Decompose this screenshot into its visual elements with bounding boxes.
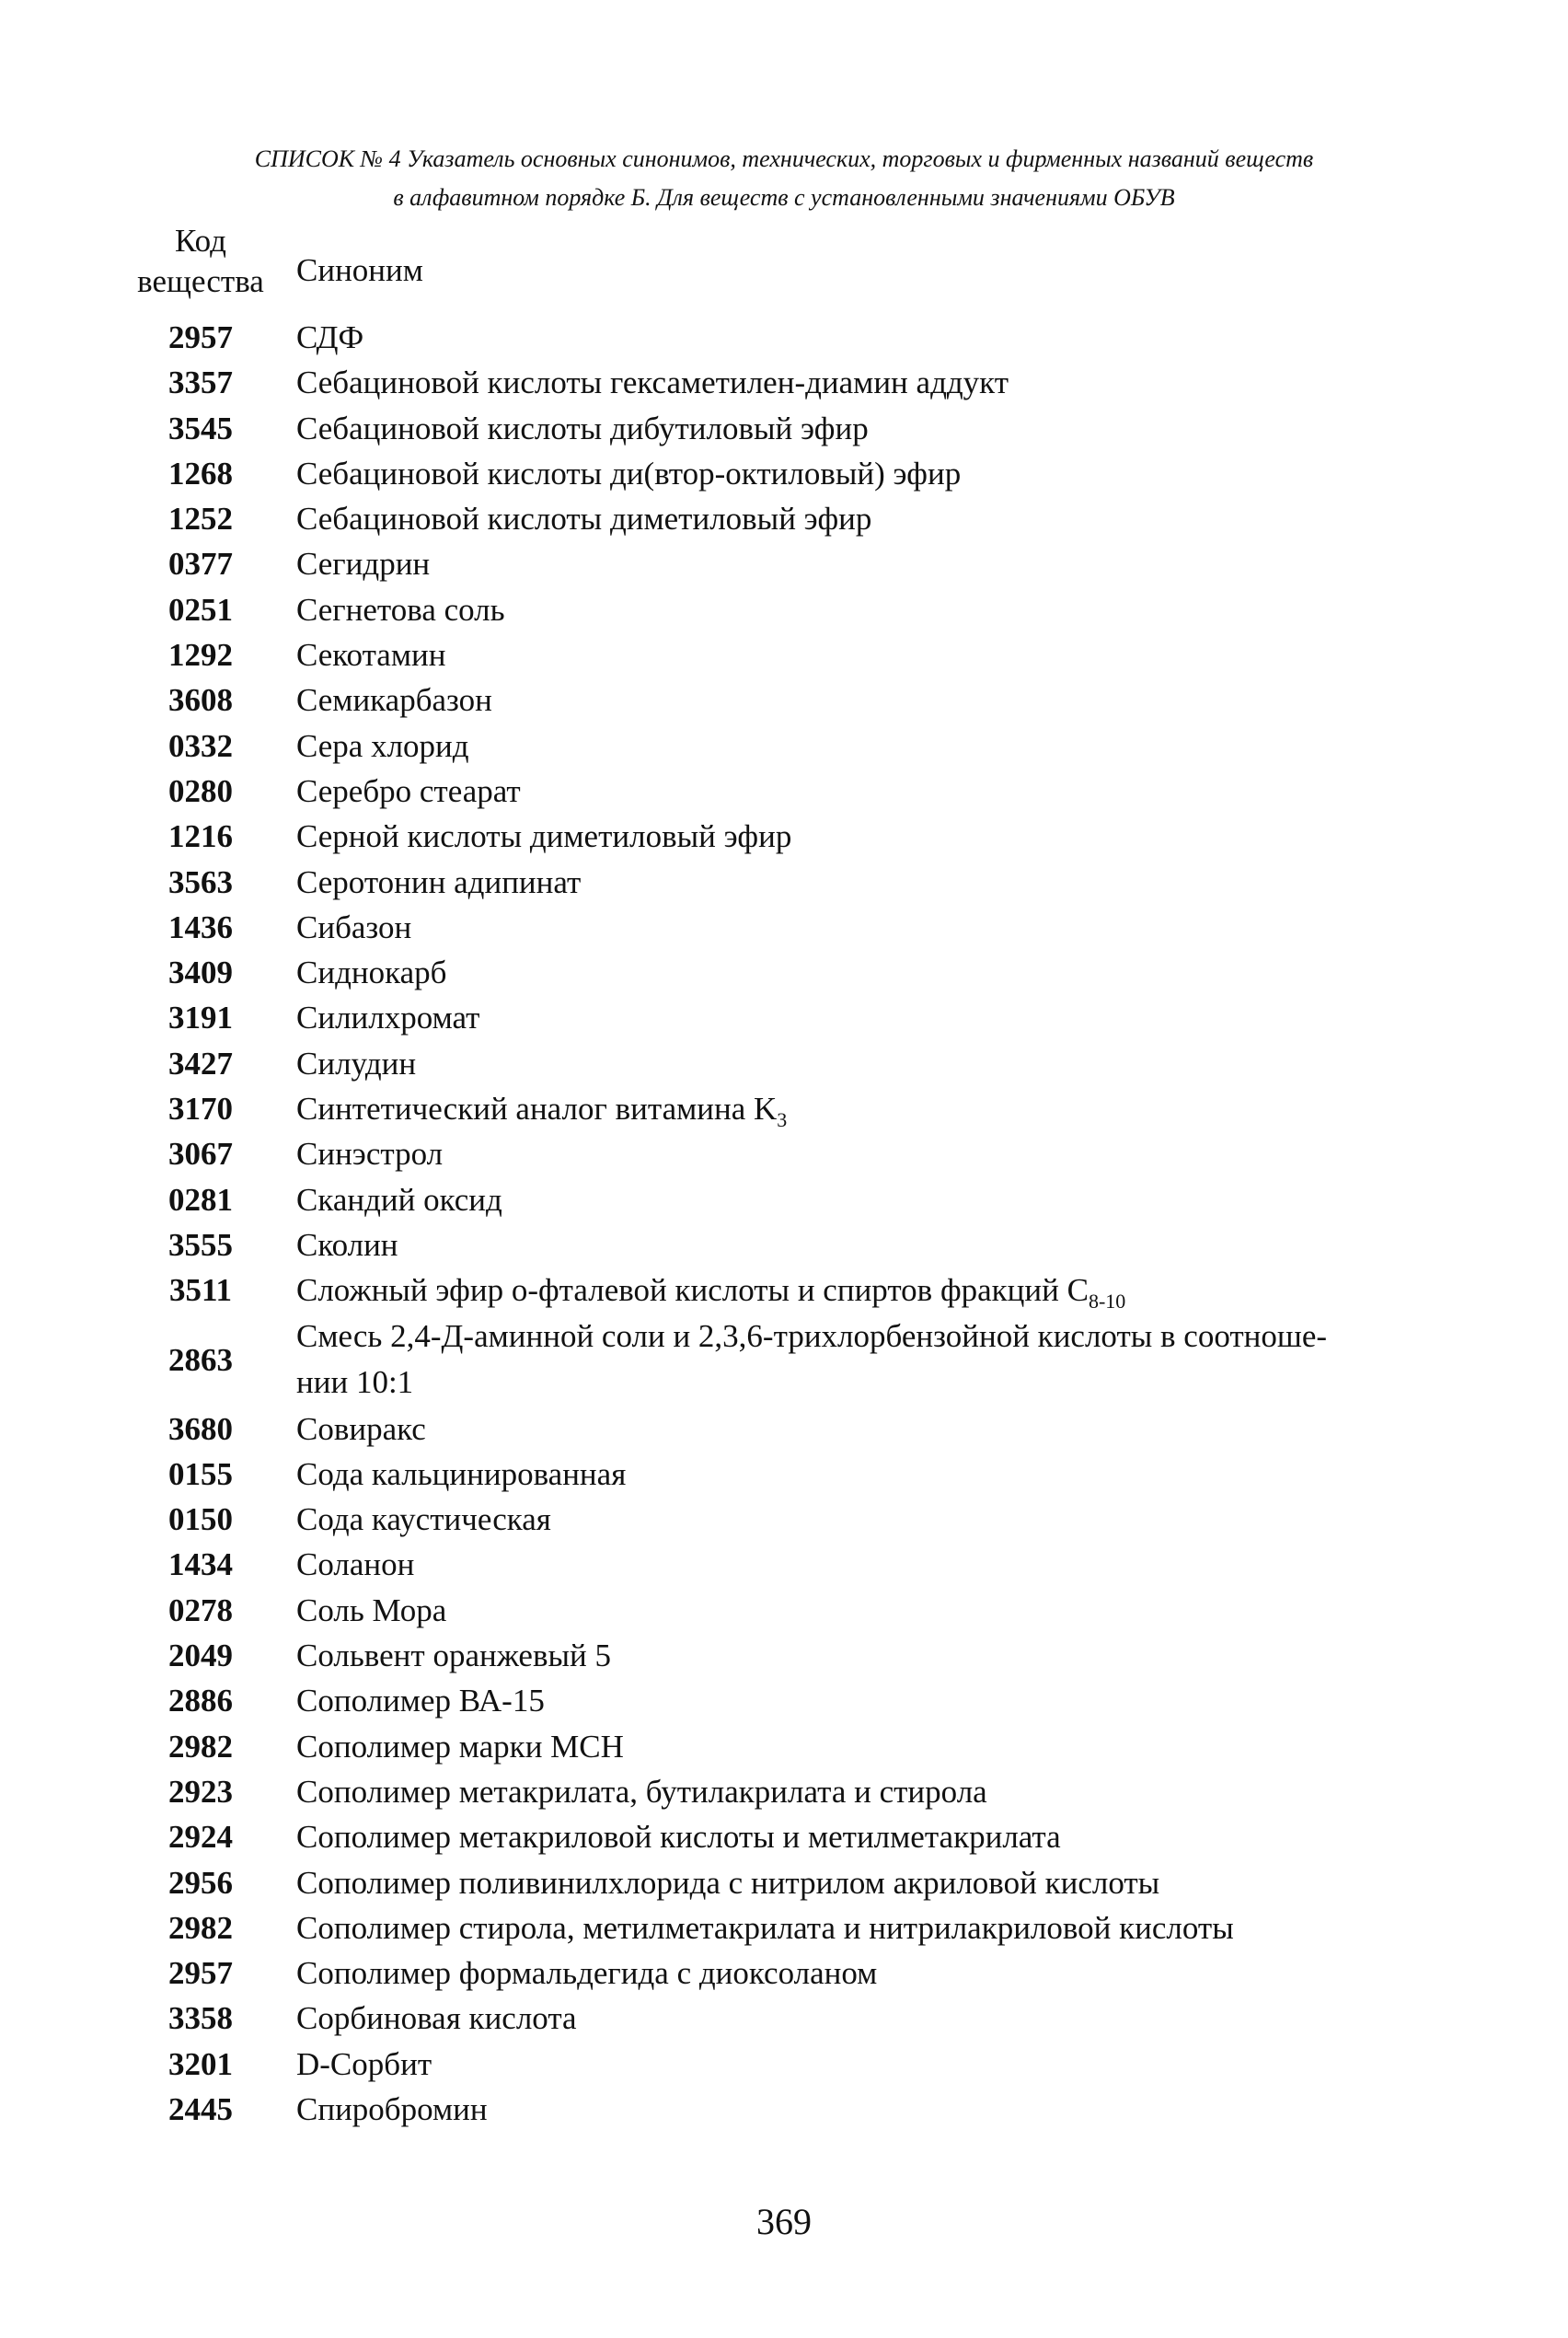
table-row (0, 1267, 1568, 1313)
substance-code: 2886 (168, 1683, 233, 1719)
synonym-cell (296, 1905, 1474, 1950)
synonym-cell (296, 1678, 1474, 1723)
synonym-cell (296, 769, 1474, 814)
substance-code: 1434 (168, 1546, 233, 1583)
synonym-text: Серотонин адипинат (296, 863, 582, 900)
synonym-text: Себациновой кислоты гексаметилен-диамин аддукт (296, 365, 1009, 401)
synonym-cell (296, 1996, 1474, 2041)
synonym-text: Серной кислоты диметиловый эфир (296, 818, 792, 855)
table-row (0, 496, 1568, 541)
synonym-text: Секотамин (296, 637, 446, 674)
table-row (0, 451, 1568, 496)
synonym-text: Сера хлорид (296, 727, 469, 764)
synonym-text: Сегнетова соль (296, 591, 505, 628)
table-row (0, 632, 1568, 677)
substance-code: 2982 (168, 1909, 233, 1946)
synonym-text: Сложный эфир о-фталевой кислоты и спиртов фракций C (296, 1272, 1089, 1309)
substance-code: 1268 (168, 455, 233, 492)
substance-code: 2956 (168, 1864, 233, 1901)
synonym-cell (296, 1724, 1474, 1769)
table-row (0, 541, 1568, 586)
synonym-text: Синтетический аналог витамина K (296, 1091, 778, 1128)
table-row (0, 1905, 1568, 1950)
synonym-text: Серебро стеарат (296, 772, 521, 809)
page-header (0, 140, 1568, 217)
table-row (0, 1086, 1568, 1131)
table-row (0, 1222, 1568, 1267)
column-header-synonym: Синоним (296, 252, 423, 288)
table-row (0, 860, 1568, 905)
synonym-cell (296, 723, 1474, 769)
table-row (0, 360, 1568, 405)
synonym-cell (296, 1406, 1474, 1452)
substance-code: 2049 (168, 1638, 233, 1674)
synonym-text: Сибазон (296, 909, 412, 945)
synonym-text: Сколин (296, 1226, 398, 1263)
substance-code: 3545 (168, 410, 233, 446)
synonym-text: Сода каустическая (296, 1501, 551, 1538)
synonym-cell (296, 1497, 1474, 1542)
table-row (0, 1814, 1568, 1859)
table-row (0, 1950, 1568, 1996)
synonym-text: Смесь 2,4-Д-аминной соли и 2,3,6-трихлорбензойной кислоты в соотноше- (296, 1317, 1328, 1354)
table-row (0, 769, 1568, 814)
substance-code: 3555 (168, 1226, 233, 1263)
header-line-2: в алфавитном порядке Б. Для веществ с установленными значениями ОБУВ (393, 184, 1175, 211)
substance-code: 3409 (168, 955, 233, 991)
substance-code: 3608 (168, 682, 233, 719)
substance-code: 0280 (168, 772, 233, 809)
substance-code: 2957 (168, 319, 233, 355)
substance-code: 3357 (168, 365, 233, 401)
synonym-cell (296, 587, 1474, 632)
table-row (0, 587, 1568, 632)
synonym-cell (296, 1950, 1474, 1996)
substance-code: 0150 (168, 1501, 233, 1538)
substance-code: 3201 (168, 2045, 233, 2082)
substance-code: 3680 (168, 1410, 233, 1447)
synonym-text: Спиробромин (296, 2090, 488, 2127)
substance-code: 3170 (168, 1091, 233, 1128)
substance-code: 2982 (168, 1728, 233, 1765)
substance-code: 3067 (168, 1136, 233, 1173)
synonym-text: Сорбиновая кислота (296, 2000, 577, 2037)
synonym-cell (296, 1542, 1474, 1587)
synonym-cell (296, 2087, 1474, 2132)
synonym-subscript: 3 (777, 1108, 788, 1132)
table-row (0, 1588, 1568, 1633)
substance-code: 3511 (168, 1272, 233, 1309)
synonym-text: Себациновой кислоты дибутиловый эфир (296, 410, 869, 446)
table-row (0, 1314, 1568, 1406)
synonym-cell (296, 360, 1474, 405)
synonym-text: Силилхромат (296, 1000, 480, 1036)
substance-code: 2445 (168, 2090, 233, 2127)
table-row (0, 1633, 1568, 1678)
synonym-text: D-Сорбит (296, 2045, 432, 2082)
synonym-text: Сополимер ВА-15 (296, 1683, 545, 1719)
synonym-cell (296, 860, 1474, 905)
substance-code: 0251 (168, 591, 233, 628)
synonym-table (0, 315, 1568, 2132)
table-row (0, 1996, 1568, 2041)
substance-code: 2863 (168, 1341, 233, 1378)
header-line-1: СПИСОК № 4 Указатель основных синонимов, технических, торговых и фирменных названий веществ (254, 145, 1314, 172)
column-header-code (121, 221, 280, 302)
table-row (0, 1452, 1568, 1497)
table-row (0, 1131, 1568, 1176)
synonym-text: Скандий оксид (296, 1181, 502, 1218)
synonym-text: Себациновой кислоты ди(втор-октиловый) эфир (296, 455, 962, 492)
table-row (0, 814, 1568, 859)
synonym-cell (296, 950, 1474, 995)
synonym-text: Сополимер стирола, метилметакрилата и нитрилакриловой кислоты (296, 1909, 1234, 1946)
table-row (0, 677, 1568, 723)
substance-code: 0377 (168, 546, 233, 583)
substance-code: 2957 (168, 1955, 233, 1992)
synonym-cell (296, 315, 1474, 360)
substance-code: 1252 (168, 501, 233, 538)
table-row (0, 315, 1568, 360)
synonym-cell (296, 905, 1474, 950)
synonym-text: Сиднокарб (296, 955, 447, 991)
synonym-text: Соль Мора (296, 1591, 447, 1628)
substance-code: 3427 (168, 1045, 233, 1082)
synonym-cell (296, 1814, 1474, 1859)
synonym-text: Сополимер метакрилата, бутилакрилата и стирола (296, 1773, 987, 1810)
synonym-cell (296, 814, 1474, 859)
synonym-text: Семикарбазон (296, 682, 492, 719)
column-header-code-line-2: вещества (137, 263, 264, 299)
synonym-text: Сополимер марки МСН (296, 1728, 624, 1765)
synonym-text: Сольвент оранжевый 5 (296, 1638, 611, 1674)
synonym-text: Синэстрол (296, 1136, 444, 1173)
synonym-cell (296, 1222, 1474, 1267)
substance-code: 3358 (168, 2000, 233, 2037)
synonym-cell (296, 1131, 1474, 1176)
table-row (0, 723, 1568, 769)
synonym-cell (296, 2042, 1474, 2087)
synonym-text: Сополимер формальдегида с диоксоланом (296, 1955, 878, 1992)
substance-code: 1292 (168, 637, 233, 674)
synonym-text: Сополимер метакриловой кислоты и метилметакрилата (296, 1819, 1061, 1856)
synonym-text: Сополимер поливинилхлорида с нитрилом акриловой кислоты (296, 1864, 1160, 1901)
table-row (0, 1860, 1568, 1905)
table-row (0, 1406, 1568, 1452)
substance-code: 2924 (168, 1819, 233, 1856)
table-row (0, 2042, 1568, 2087)
synonym-cell (296, 1452, 1474, 1497)
substance-code: 2923 (168, 1773, 233, 1810)
synonym-cell (296, 1314, 1474, 1406)
table-row (0, 905, 1568, 950)
table-row (0, 1542, 1568, 1587)
synonym-cell (296, 496, 1474, 541)
table-row (0, 1678, 1568, 1723)
synonym-text: Соланон (296, 1546, 415, 1583)
table-row (0, 2087, 1568, 2132)
substance-code: 3563 (168, 863, 233, 900)
substance-code: 1216 (168, 818, 233, 855)
table-row (0, 1041, 1568, 1086)
synonym-cell (296, 677, 1474, 723)
substance-code: 0278 (168, 1591, 233, 1628)
synonym-cell (296, 1860, 1474, 1905)
synonym-cell (296, 632, 1474, 677)
synonym-text-continuation: нии 10:1 (296, 1363, 414, 1400)
column-header-code-line-1: Код (175, 223, 226, 259)
synonym-subscript: 8-10 (1088, 1290, 1126, 1314)
synonym-cell (296, 1769, 1474, 1814)
table-row (0, 1497, 1568, 1542)
table-row (0, 406, 1568, 451)
table-row (0, 1724, 1568, 1769)
substance-code: 1436 (168, 909, 233, 945)
table-row (0, 950, 1568, 995)
synonym-cell (296, 1041, 1474, 1086)
substance-code: 3191 (168, 1000, 233, 1036)
synonym-cell (296, 995, 1474, 1040)
synonym-cell (296, 1177, 1474, 1222)
substance-code: 0332 (168, 727, 233, 764)
synonym-text: Сода кальцинированная (296, 1455, 627, 1492)
synonym-cell (296, 1588, 1474, 1633)
substance-code: 0281 (168, 1181, 233, 1218)
table-row (0, 1177, 1568, 1222)
synonym-text: Сегидрин (296, 546, 431, 583)
synonym-text: Совиракс (296, 1410, 426, 1447)
synonym-cell (296, 541, 1474, 586)
synonym-text: СДФ (296, 319, 364, 355)
synonym-cell (296, 451, 1474, 496)
table-row (0, 995, 1568, 1040)
synonym-cell (296, 406, 1474, 451)
table-row (0, 1769, 1568, 1814)
synonym-text: Себациновой кислоты диметиловый эфир (296, 501, 872, 538)
substance-code: 0155 (168, 1455, 233, 1492)
synonym-text: Силудин (296, 1045, 417, 1082)
page-number: 369 (756, 2201, 812, 2242)
synonym-cell (296, 1633, 1474, 1678)
